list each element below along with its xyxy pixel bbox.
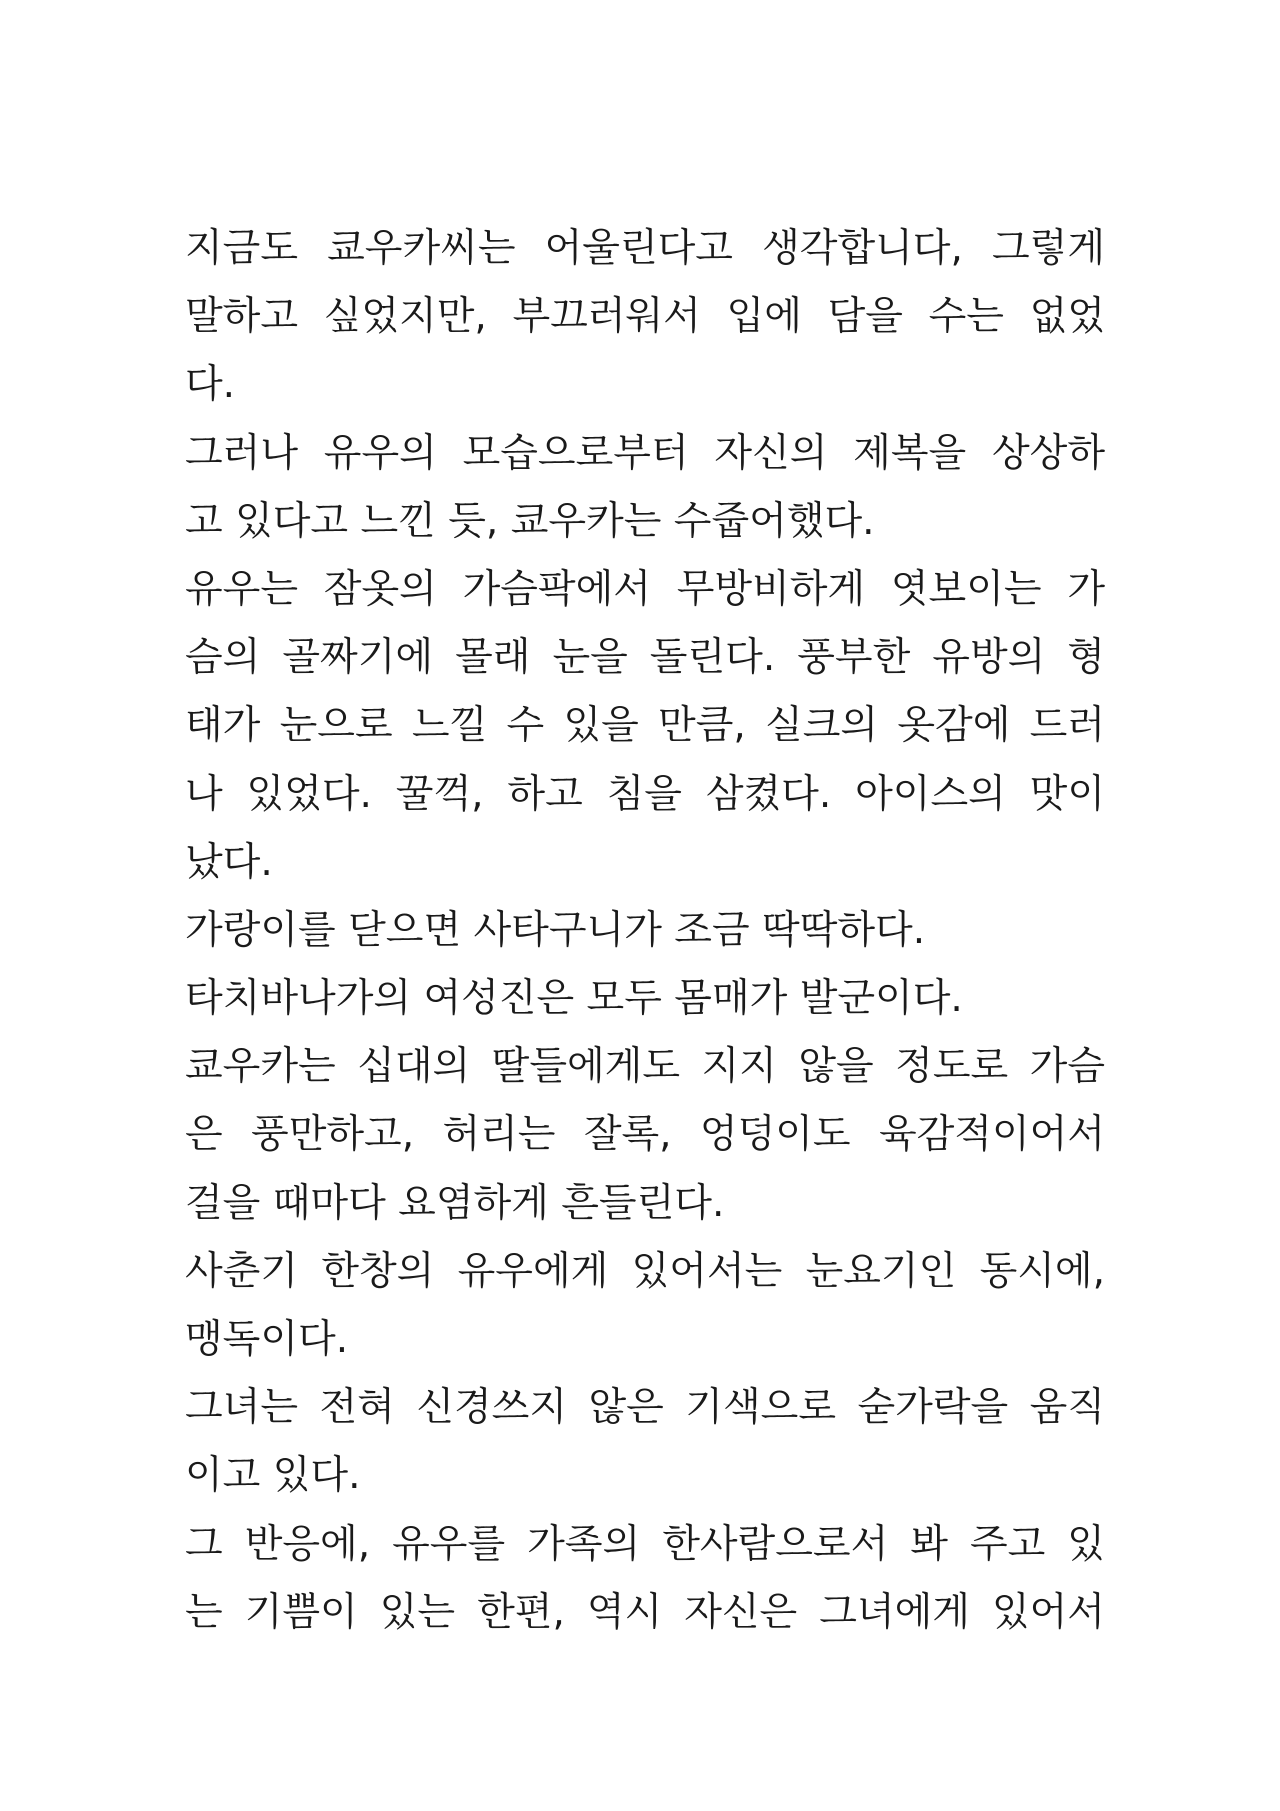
text-line: 태가 눈으로 느낄 수 있을 만큼, 실크의 옷감에 드러 xyxy=(185,703,1105,749)
text-line: 은 풍만하고, 허리는 잘록, 엉덩이도 육감적이어서 xyxy=(185,1112,1105,1158)
text-line: 말하고 싶었지만, 부끄러워서 입에 담을 수는 없었 xyxy=(185,294,1105,340)
text-line: 그녀는 전혀 신경쓰지 않은 기색으로 숟가락을 움직 xyxy=(185,1385,1105,1431)
text-line: 이고 있다. xyxy=(185,1453,361,1499)
text-line: 지금도 쿄우카씨는 어울린다고 생각합니다, 그렇게 xyxy=(185,226,1105,271)
text-line: 걸을 때마다 요염하게 흔들린다. xyxy=(185,1180,725,1226)
text-line: 쿄우카는 십대의 딸들에게도 지지 않을 정도로 가슴 xyxy=(185,1044,1105,1090)
text-line: 그 반응에, 유우를 가족의 한사람으로서 봐 주고 있 xyxy=(185,1521,1105,1567)
text-line: 유우는 잠옷의 가슴팍에서 무방비하게 엿보이는 가 xyxy=(185,566,1105,612)
text-line: 그러나 유우의 모습으로부터 자신의 제복을 상상하 xyxy=(185,430,1105,476)
text-line: 슴의 골짜기에 몰래 눈을 돌린다. 풍부한 유방의 형 xyxy=(185,635,1105,681)
body-text xyxy=(185,215,1105,1647)
text-line: 다. xyxy=(185,362,236,408)
text-line: 가랑이를 닫으면 사타구니가 조금 딱딱하다. xyxy=(185,907,926,953)
text-line: 맹독이다. xyxy=(185,1317,349,1362)
text-line: 사춘기 한창의 유우에게 있어서는 눈요기인 동시에, xyxy=(185,1248,1105,1294)
text-line: 나 있었다. 꿀꺽, 하고 침을 삼켰다. 아이스의 맛이 xyxy=(185,771,1105,817)
text-line: 났다. xyxy=(185,839,273,885)
text-line: 는 기쁨이 있는 한편, 역시 자신은 그녀에게 있어서 xyxy=(185,1589,1105,1635)
text-line: 고 있다고 느낀 듯, 쿄우카는 수줍어했다. xyxy=(185,498,875,544)
text-line: 타치바나가의 여성진은 모두 몸매가 발군이다. xyxy=(185,976,963,1022)
